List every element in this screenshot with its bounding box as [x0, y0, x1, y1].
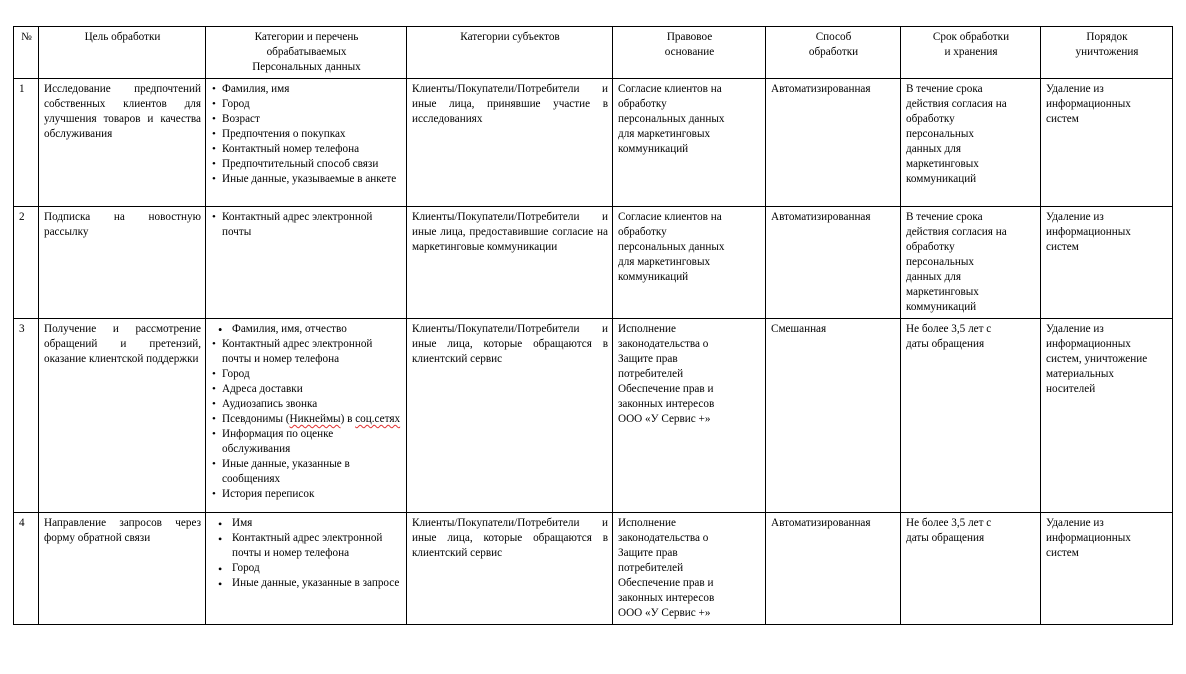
cell-destruction-procedure-line: информационных [1046, 98, 1131, 110]
data-category-item: • Фамилия, имя, отчество [211, 322, 402, 337]
cell-number: 1 [14, 79, 39, 207]
data-category-item: • Контактный адрес электронной почты и номер телефона [211, 531, 402, 561]
cell-number: 2 [14, 207, 39, 319]
cell-retention-term-line: данных для [906, 143, 961, 155]
data-category-item: • Возраст [211, 112, 402, 127]
cell-purpose-text: Подписка на новостную рассылку [44, 211, 201, 238]
cell-retention-term-line: даты обращения [906, 532, 985, 544]
cell-purpose-text: Получение и рассмотрение обращений и претензий, оказание клиентской поддержки [44, 323, 201, 365]
data-category-item: • Адреса доставки [211, 382, 402, 397]
cell-destruction-procedure [1041, 79, 1173, 207]
cell-legal-basis-line: законных интересов [618, 398, 715, 410]
table-header [14, 27, 1173, 79]
data-category-item: • Город [211, 367, 402, 382]
cell-processing-method-text: Автоматизированная [771, 83, 871, 95]
cell-legal-basis-line: Обеспечение прав и [618, 383, 714, 395]
cell-legal-basis-line: персональных данных [618, 113, 725, 125]
column-header-method-line-1: Способ [815, 31, 852, 43]
cell-processing-method-text: Автоматизированная [771, 211, 871, 223]
data-category-item: • Город [211, 561, 402, 576]
column-header-number-line-1: № [21, 31, 32, 43]
cell-subject-categories-text: Клиенты/Покупатели/Потребители и иные лица, предоставившие согласие на маркетинговые коммуникации [412, 211, 608, 253]
cell-data-categories [206, 319, 407, 513]
data-category-item: • Предпочтительный способ связи [211, 157, 402, 172]
cell-destruction-procedure-line: Удаление из [1046, 83, 1104, 95]
column-header-method [766, 27, 901, 79]
cell-purpose [39, 79, 206, 207]
data-category-item: • Иные данные, указанные в сообщениях [211, 457, 402, 487]
cell-retention-term-line: Не более 3,5 лет с [906, 323, 992, 335]
cell-purpose-text: Направление запросов через форму обратной связи [44, 517, 201, 544]
data-category-item: • Иные данные, указываемые в анкете [211, 172, 402, 187]
cell-legal-basis-line: обработку [618, 226, 667, 238]
cell-retention-term-line: действия согласия на [906, 98, 1007, 110]
cell-destruction-procedure-line: информационных [1046, 226, 1131, 238]
cell-retention-term-line: персональных [906, 128, 974, 140]
spellcheck-underline: Никнеймы [289, 413, 341, 425]
cell-legal-basis-line: потребителей [618, 562, 684, 574]
cell-purpose [39, 513, 206, 625]
cell-processing-method-text: Автоматизированная [771, 517, 871, 529]
cell-legal-basis-line: для маркетинговых [618, 128, 711, 140]
cell-processing-method [766, 319, 901, 513]
column-header-legal-basis [613, 27, 766, 79]
cell-legal-basis-line: потребителей [618, 368, 684, 380]
cell-legal-basis-line: для маркетинговых [618, 256, 711, 268]
table-row [14, 207, 1173, 319]
cell-purpose [39, 207, 206, 319]
cell-data-categories [206, 513, 407, 625]
cell-legal-basis [613, 79, 766, 207]
table-row [14, 79, 1173, 207]
cell-legal-basis [613, 513, 766, 625]
data-category-item: • Информация по оценке обслуживания [211, 427, 402, 457]
cell-destruction-procedure-line: носителей [1046, 383, 1096, 395]
column-header-legal-basis-line-2: основание [664, 46, 715, 58]
cell-legal-basis-line: Исполнение [618, 517, 676, 529]
cell-processing-method [766, 207, 901, 319]
cell-retention-term-line: Не более 3,5 лет с [906, 517, 992, 529]
data-category-list [211, 322, 402, 502]
cell-subject-categories-text: Клиенты/Покупатели/Потребители и иные лица, которые обращаются в клиентский сервис [412, 517, 608, 559]
cell-destruction-procedure-line: систем, уничтожение [1046, 353, 1148, 365]
spellcheck-underline: соц.сетях [355, 413, 401, 425]
data-category-item: • Псевдонимы (Никнеймы) в соц.сетях [211, 412, 402, 427]
cell-processing-method [766, 79, 901, 207]
column-header-term [901, 27, 1041, 79]
column-header-categories-line-2: обрабатываемых [266, 46, 347, 58]
cell-subject-categories [407, 207, 613, 319]
cell-legal-basis-line: ООО «У Сервис +» [618, 413, 711, 425]
cell-destruction-procedure-line: Удаление из [1046, 323, 1104, 335]
cell-destruction-procedure [1041, 207, 1173, 319]
column-header-number [14, 27, 39, 79]
cell-retention-term [901, 513, 1041, 625]
data-category-item: • Контактный номер телефона [211, 142, 402, 157]
cell-legal-basis-line: коммуникаций [618, 271, 689, 283]
column-header-purpose [39, 27, 206, 79]
cell-data-categories [206, 207, 407, 319]
cell-legal-basis [613, 319, 766, 513]
column-header-purpose-line-1: Цель обработки [84, 31, 161, 43]
data-category-item: • Имя [211, 516, 402, 531]
cell-retention-term-line: данных для [906, 271, 961, 283]
cell-number: 3 [14, 319, 39, 513]
cell-retention-term-line: коммуникаций [906, 173, 977, 185]
data-category-item: • Фамилия, имя [211, 82, 402, 97]
cell-subject-categories [407, 513, 613, 625]
cell-legal-basis-line: коммуникаций [618, 143, 689, 155]
cell-destruction-procedure [1041, 513, 1173, 625]
cell-retention-term-line: даты обращения [906, 338, 985, 350]
column-header-legal-basis-line-1: Правовое [666, 31, 713, 43]
data-category-item: • Контактный адрес электронной почты [211, 210, 402, 240]
column-header-categories-line-1: Категории и перечень [254, 31, 359, 43]
cell-subject-categories-text: Клиенты/Покупатели/Потребители и иные лица, принявшие участие в исследованиях [412, 83, 608, 125]
cell-legal-basis-line: персональных данных [618, 241, 725, 253]
cell-legal-basis-line: ООО «У Сервис +» [618, 607, 711, 619]
cell-legal-basis-line: Согласие клиентов на [618, 83, 722, 95]
cell-destruction-procedure-line: материальных [1046, 368, 1114, 380]
cell-retention-term-line: В течение срока [906, 211, 983, 223]
cell-destruction-procedure-line: Удаление из [1046, 211, 1104, 223]
cell-purpose-text: Исследование предпочтений собственных клиентов для улучшения товаров и качества обслуживания [44, 83, 201, 140]
cell-retention-term [901, 319, 1041, 513]
cell-legal-basis-line: Защите прав [618, 353, 678, 365]
data-category-list [211, 210, 402, 240]
cell-destruction-procedure-line: информационных [1046, 532, 1131, 544]
cell-destruction-procedure-line: систем [1046, 113, 1079, 125]
data-category-item: • Аудиозапись звонка [211, 397, 402, 412]
cell-retention-term-line: действия согласия на [906, 226, 1007, 238]
cell-destruction-procedure-line: информационных [1046, 338, 1131, 350]
column-header-term-line-1: Срок обработки [932, 31, 1010, 43]
data-category-item: • Контактный адрес электронной почты и номер телефона [211, 337, 402, 367]
data-category-item: • Предпочтения о покупках [211, 127, 402, 142]
column-header-destruction [1041, 27, 1173, 79]
cell-legal-basis-line: законодательства о [618, 532, 709, 544]
cell-retention-term-line: обработку [906, 241, 955, 253]
cell-retention-term [901, 79, 1041, 207]
column-header-destruction-line-1: Порядок [1086, 31, 1128, 43]
column-header-subjects [407, 27, 613, 79]
cell-destruction-procedure [1041, 319, 1173, 513]
cell-legal-basis-line: Защите прав [618, 547, 678, 559]
column-header-subjects-line-1: Категории субъектов [460, 31, 560, 43]
cell-legal-basis-line: Согласие клиентов на [618, 211, 722, 223]
cell-legal-basis-line: законных интересов [618, 592, 715, 604]
cell-retention-term-line: маркетинговых [906, 286, 979, 298]
data-category-item: • Город [211, 97, 402, 112]
table-body [14, 79, 1173, 625]
data-category-list [211, 516, 402, 591]
cell-data-categories [206, 79, 407, 207]
cell-legal-basis [613, 207, 766, 319]
cell-retention-term-line: персональных [906, 256, 974, 268]
table-row [14, 319, 1173, 513]
cell-processing-method-text: Смешанная [771, 323, 827, 335]
data-category-item: • История переписок [211, 487, 402, 502]
column-header-categories [206, 27, 407, 79]
cell-destruction-procedure-line: Удаление из [1046, 517, 1104, 529]
cell-retention-term-line: коммуникаций [906, 301, 977, 313]
cell-legal-basis-line: Обеспечение прав и [618, 577, 714, 589]
cell-destruction-procedure-line: систем [1046, 241, 1079, 253]
column-header-categories-line-3: Персональных данных [252, 61, 361, 73]
cell-processing-method [766, 513, 901, 625]
data-category-list [211, 82, 402, 187]
cell-number: 4 [14, 513, 39, 625]
column-header-method-line-2: обработки [808, 46, 859, 58]
cell-destruction-procedure-line: систем [1046, 547, 1079, 559]
table-header-row [14, 27, 1173, 79]
table-row [14, 513, 1173, 625]
data-category-item: • Иные данные, указанные в запросе [211, 576, 402, 591]
cell-purpose [39, 319, 206, 513]
cell-legal-basis-line: обработку [618, 98, 667, 110]
column-header-term-line-2: и хранения [944, 46, 998, 58]
cell-legal-basis-line: законодательства о [618, 338, 709, 350]
cell-subject-categories-text: Клиенты/Покупатели/Потребители и иные лица, которые обращаются в клиентский сервис [412, 323, 608, 365]
cell-retention-term [901, 207, 1041, 319]
cell-retention-term-line: маркетинговых [906, 158, 979, 170]
cell-subject-categories [407, 319, 613, 513]
personal-data-processing-table [13, 26, 1173, 625]
cell-subject-categories [407, 79, 613, 207]
cell-legal-basis-line: Исполнение [618, 323, 676, 335]
column-header-destruction-line-2: уничтожения [1075, 46, 1139, 58]
cell-retention-term-line: В течение срока [906, 83, 983, 95]
cell-retention-term-line: обработку [906, 113, 955, 125]
